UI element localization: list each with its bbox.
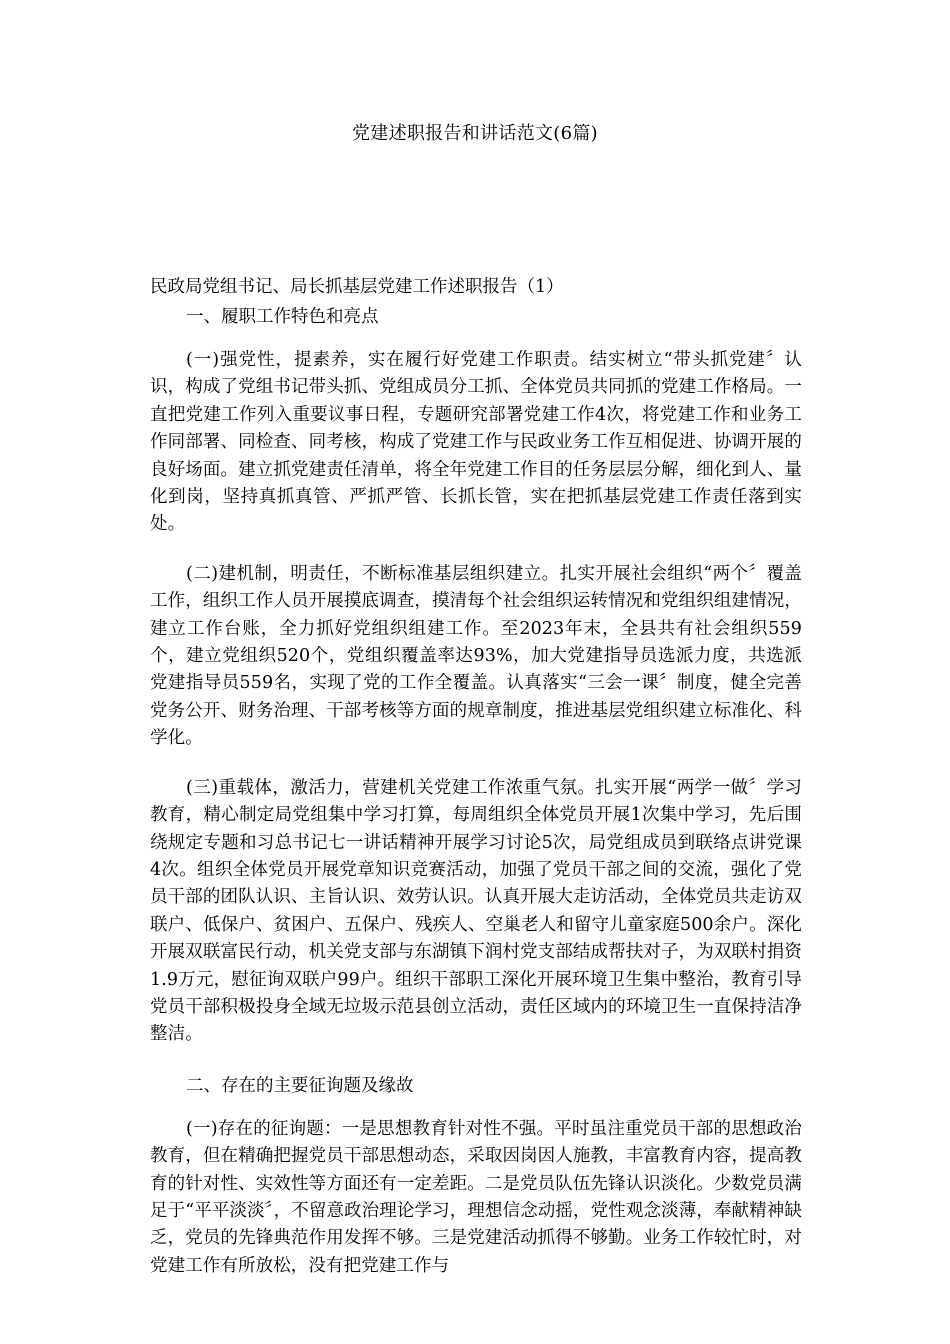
section-heading-1: 一、履职工作特色和亮点: [186, 307, 379, 327]
report-subtitle: 民政局党组书记、局长抓基层党建工作述职报告（1）: [150, 277, 564, 297]
paragraph: (一)存在的征询题：一是思想教育针对性不强。平时虽注重党员干部的思想政治教育，但在精确把握党员干部思想动态，采取因岗因人施教，丰富教育内容，提高教育的针对性、实效性等方面还有一定差距。二是党员队伍先锋认识淡化。少数党员满足于“平平淡淡〞，不留意政治理论学习，理想信念动摇，党性观念淡薄，奉献精神缺乏，党员的先锋典范作用发挥不够。三是党建活动抓得不够勤。业务工作较忙时，对党建工作有所放松，没有把党建工作与: [150, 1118, 802, 1276]
paragraph: (一)强党性，提素养，实在履行好党建工作职责。结实树立“带头抓党建〞认识，构成了党组书记带头抓、党组成员分工抓、全体党员共同抓的党建工作格局。一直把党建工作列入重要议事日程，专题研究部署党建工作4次，将党建工作和业务工作同部署、同检查、同考核，构成了党建工作与民政业务工作互相促进、协调开展的良好场面。建立抓党建责任清单，将全年党建工作目的任务层层分解，细化到人、量化到岗，坚持真抓真管、严抓严管、长抓长管，实在把抓基层党建工作责任落到实处。: [150, 350, 802, 535]
paragraph: (三)重载体，激活力，营建机关党建工作浓重气氛。扎实开展“两学一做〞学习教育，精心制定局党组集中学习打算，每周组织全体党员开展1次集中学习，先后围绕规定专题和习总书记七一讲话精神开展学习讨论5次，局党组成员到联络点讲党课4次。组织全体党员开展党章知识竞赛活动，加强了党员干部之间的交流，强化了党员干部的团队认识、主旨认识、效劳认识。认真开展大走访活动，全体党员共走访双联户、低保户、贫困户、五保户、残疾人、空巢老人和留守儿童家庭500余户。深化开展双联富民行动，机关党支部与东湖镇下润村党支部结成帮扶对子，为双联村捐资1.9万元，慰征询双联户99户。组织干部职工深化开展环境卫生集中整治，教育引导党员干部积极投身全域无垃圾示范县创立活动，责任区域内的环境卫生一直保持洁净整洁。: [150, 777, 802, 1045]
document-body: [150, 272, 802, 1280]
section-heading-2: 二、存在的主要征询题及缘故: [186, 1075, 414, 1096]
document-title: 党建述职报告和讲话范文(6篇): [352, 123, 598, 144]
paragraph: (二)建机制，明责任，不断标准基层组织建立。扎实开展社会组织“两个〞覆盖工作，组织工作人员开展摸底调查，摸清每个社会组织运转情况和党组织组建情况，建立工作台账，全力抓好党组织组建工作。至2023年末，全县共有社会组织559个，建立党组织520个，党组织覆盖率达93%，加大党建指导员选派力度，共选派党建指导员559名，实现了党的工作全覆盖。认真落实“三会一课〞制度，健全完善党务公开、财务治理、干部考核等方面的规章制度，推进基层党组织建立标准化、科学化。: [150, 563, 802, 749]
